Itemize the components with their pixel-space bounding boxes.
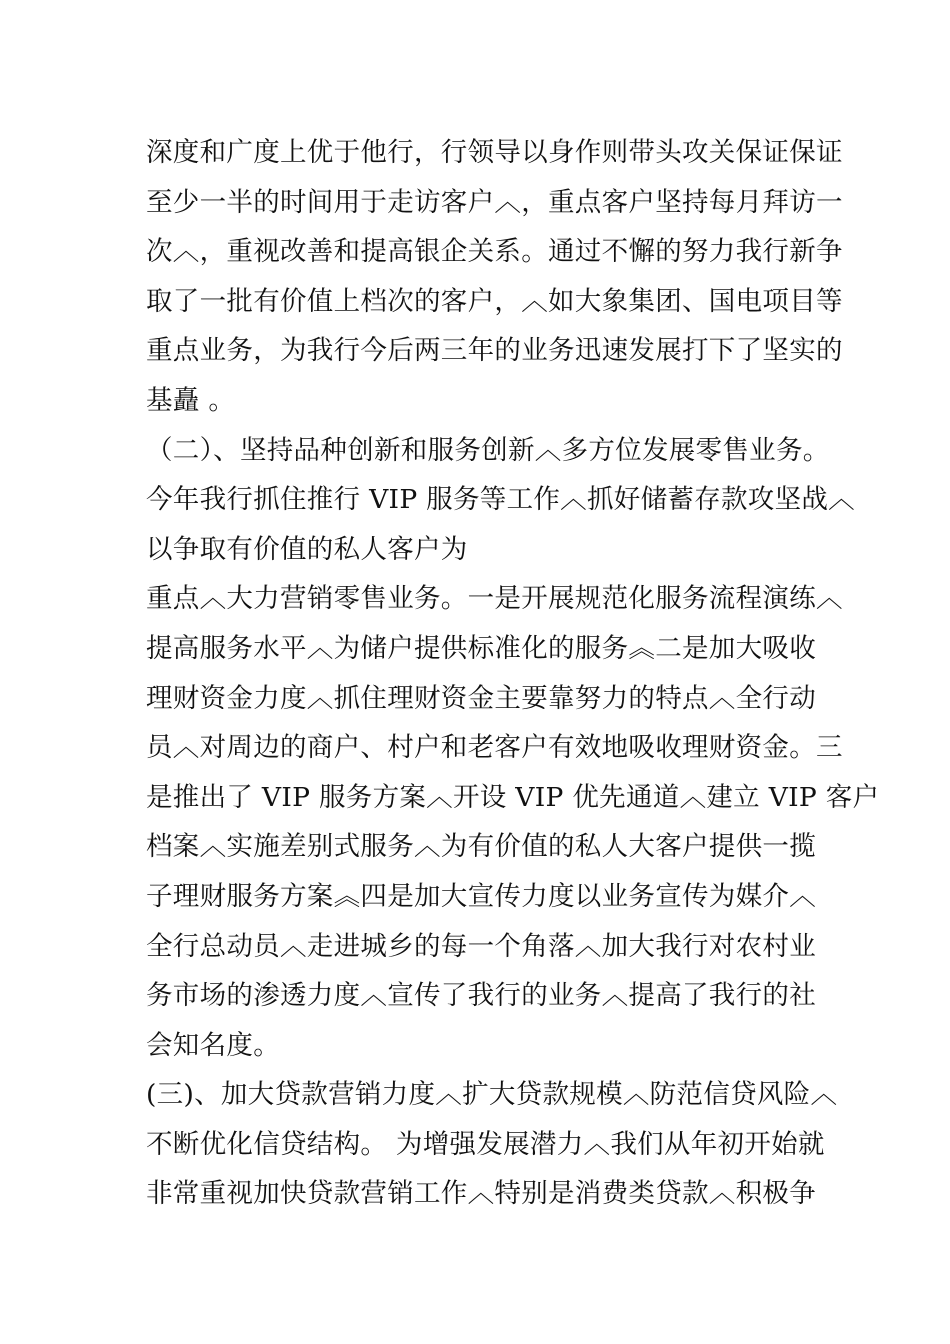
text-line-6: 基矗 。 [146, 384, 236, 416]
text-line-1: 深度和广度上优于他行，行领导以身作则带头攻关保证保证 [146, 137, 843, 168]
text-line-4: 取了一批有价值上档次的客户，︿如大象集团、国电项目等 [146, 285, 843, 317]
section-heading-2: （二）、坚持品种创新和服务创新︿多方位发展零售业务。 [146, 434, 830, 466]
text-line-19: 会知名度。 [146, 1029, 280, 1061]
text-line-13: 员︿对周边的商户、村户和老客户有效地吸收理财资金。三 [146, 732, 843, 764]
text-line-3: 次︿，重视改善和提高银企关系。通过不懈的努力我行新争 [146, 236, 843, 268]
text-line-2: 至少一半的时间用于走访客户︿，重点客户坚持每月拜访一 [146, 186, 843, 218]
document-body [146, 128, 880, 1219]
text-line-21: 不断优化信贷结构。 为增强发展潜力︿我们从年初开始就 [146, 1128, 825, 1160]
text-line-18: 务市场的渗透力度︿宣传了我行的业务︿提高了我行的社 [146, 980, 816, 1012]
text-line-11: 提高服务水平︿为储户提供标准化的服务︽二是加大吸收 [146, 632, 816, 664]
section-heading-3: (三)、加大贷款营销力度︿扩大贷款规模︿防范信贷风险︿ [146, 1079, 838, 1111]
text-line-5: 重点业务，为我行今后两三年的业务迅速发展打下了坚实的 [146, 335, 843, 367]
text-line-9: 以争取有价值的私人客户为 [146, 533, 468, 565]
text-line-14: 是推出了 VIP 服务方案︿开设 VIP 优先通道︿建立 VIP 客户 [146, 781, 880, 813]
text-line-8: 今年我行抓住推行 VIP 服务等工作︿抓好储蓄存款攻坚战︿ [146, 484, 855, 516]
text-line-16: 子理财服务方案︽四是加大宣传力度以业务宣传为媒介︿ [146, 880, 816, 912]
text-line-15: 档案︿实施差别式服务︿为有价值的私人大客户提供一揽 [146, 831, 816, 863]
text-line-22: 非常重视加快贷款营销工作︿特别是消费类贷款︿积极争 [146, 1178, 816, 1210]
text-line-17: 全行总动员︿走进城乡的每一个角落︿加大我行对农村业 [146, 930, 816, 962]
text-line-12: 理财资金力度︿抓住理财资金主要靠努力的特点︿全行动 [146, 682, 816, 714]
text-line-10: 重点︿大力营销零售业务。一是开展规范化服务流程演练︿ [146, 583, 843, 615]
